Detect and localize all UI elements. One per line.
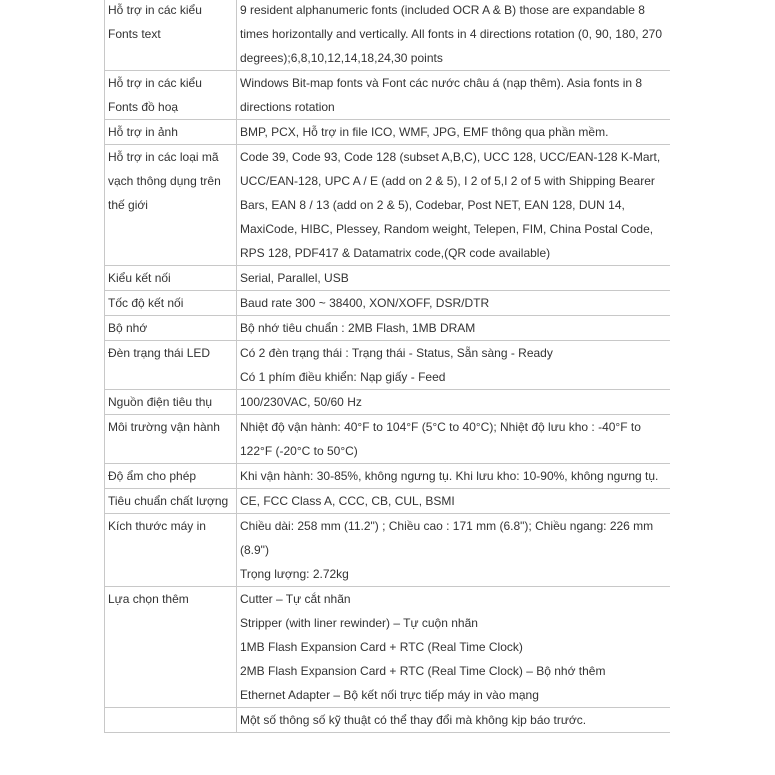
spec-value-line: Stripper (with liner rewinder) – Tự cuộn nhãn [240, 616, 478, 630]
spec-table [104, 0, 670, 733]
spec-label: Hỗ trợ in các loại mã vạch thông dụng trên thế giới [105, 145, 237, 266]
spec-value-line: BMP, PCX, Hỗ trợ in file ICO, WMF, JPG, EMF thông qua phần mềm. [240, 125, 609, 139]
spec-label: Độ ẩm cho phép [105, 464, 237, 489]
spec-label: Kích thước máy in [105, 514, 237, 587]
spec-value-line: Bộ nhớ tiêu chuẩn : 2MB Flash, 1MB DRAM [240, 321, 476, 335]
spec-row [105, 145, 670, 266]
spec-value [237, 341, 670, 390]
spec-row [105, 390, 670, 415]
spec-row [105, 489, 670, 514]
spec-value-line: Khi vận hành: 30-85%, không ngưng tụ. Khi lưu kho: 10-90%, không ngưng tụ. [240, 469, 659, 483]
spec-value [237, 489, 670, 514]
spec-label: Kiểu kết nối [105, 266, 237, 291]
spec-label: Tốc độ kết nối [105, 291, 237, 316]
spec-label: Hỗ trợ in ảnh [105, 120, 237, 145]
spec-value-line: Nhiệt độ vận hành: 40°F to 104°F (5°C to 40°C); Nhiệt độ lưu kho : -40°F to 122°F (-20°C to 50°C) [240, 420, 641, 458]
spec-value-line: Trọng lượng: 2.72kg [240, 567, 349, 581]
spec-value-line: 100/230VAC, 50/60 Hz [240, 395, 362, 409]
spec-row [105, 708, 670, 733]
spec-value [237, 390, 670, 415]
spec-label [105, 708, 237, 733]
spec-value [237, 0, 670, 71]
spec-row [105, 291, 670, 316]
spec-table-body [105, 0, 670, 733]
spec-value-line: Windows Bit-map fonts và Font các nước châu á (nạp thêm). Asia fonts in 8 directions rotation [240, 76, 643, 114]
spec-value [237, 587, 670, 708]
spec-row [105, 316, 670, 341]
spec-value-line: Ethernet Adapter – Bộ kết nối trực tiếp máy in vào mạng [240, 688, 539, 702]
spec-value-line: 9 resident alphanumeric fonts (included OCR A & B) those are expandable 8 times horizontally and vertically. All fonts in 4 directions rotation (0, 90, 180, 270 degrees);6,8,10,12,14,18,24,30 points [240, 3, 662, 65]
spec-value-line: Có 1 phím điều khiển: Nạp giấy - Feed [240, 370, 446, 384]
spec-value [237, 266, 670, 291]
spec-row [105, 266, 670, 291]
spec-value [237, 316, 670, 341]
spec-value [237, 71, 670, 120]
spec-value-line: Serial, Parallel, USB [240, 271, 349, 285]
spec-label: Tiêu chuẩn chất lượng [105, 489, 237, 514]
spec-value-line: Code 39, Code 93, Code 128 (subset A,B,C), UCC 128, UCC/EAN-128 K-Mart, UCC/EAN-128, UPC A / E (add on 2 & 5), I 2 of 5,I 2 of 5 with Shipping Bearer Bars, EAN 8 / 13 (add on 2 & 5), Codebar, Post NET, EAN 128, DUN 14, MaxiCode, HIBC, Plessey, Random weight, Telepen, FIM, China Postal Code, RPS 128, PDF417 & Datamatrix code,(QR code available) [240, 150, 661, 260]
spec-value [237, 514, 670, 587]
spec-label: Bộ nhớ [105, 316, 237, 341]
spec-value-line: 1MB Flash Expansion Card + RTC (Real Time Clock) [240, 640, 523, 654]
spec-row [105, 341, 670, 390]
spec-row [105, 415, 670, 464]
spec-row [105, 0, 670, 71]
spec-value-line: CE, FCC Class A, CCC, CB, CUL, BSMI [240, 494, 455, 508]
spec-row [105, 120, 670, 145]
spec-table-frame [104, 0, 670, 766]
spec-label: Lựa chọn thêm [105, 587, 237, 708]
spec-value [237, 464, 670, 489]
spec-value-line: Cutter – Tự cắt nhãn [240, 592, 351, 606]
spec-value [237, 145, 670, 266]
spec-label: Hỗ trợ in các kiểu Fonts text [105, 0, 237, 71]
spec-value [237, 120, 670, 145]
spec-value-line: Chiều dài: 258 mm (11.2") ; Chiều cao : 171 mm (6.8"); Chiều ngang: 226 mm (8.9") [240, 519, 654, 557]
spec-label: Hỗ trợ in các kiểu Fonts đồ hoạ [105, 71, 237, 120]
spec-value [237, 291, 670, 316]
spec-label: Đèn trạng thái LED [105, 341, 237, 390]
spec-value-line: 2MB Flash Expansion Card + RTC (Real Time Clock) – Bộ nhớ thêm [240, 664, 606, 678]
spec-value-line: Có 2 đèn trạng thái : Trạng thái - Status, Sẵn sàng - Ready [240, 346, 553, 360]
spec-label: Môi trường vận hành [105, 415, 237, 464]
spec-row [105, 587, 670, 708]
spec-row [105, 514, 670, 587]
spec-value-line: Baud rate 300 ~ 38400, XON/XOFF, DSR/DTR [240, 296, 490, 310]
spec-label: Nguồn điện tiêu thụ [105, 390, 237, 415]
spec-value [237, 415, 670, 464]
spec-value-line: Một số thông số kỹ thuật có thể thay đổi mà không kịp báo trước. [240, 713, 587, 727]
spec-row [105, 71, 670, 120]
spec-value [237, 708, 670, 733]
spec-row [105, 464, 670, 489]
